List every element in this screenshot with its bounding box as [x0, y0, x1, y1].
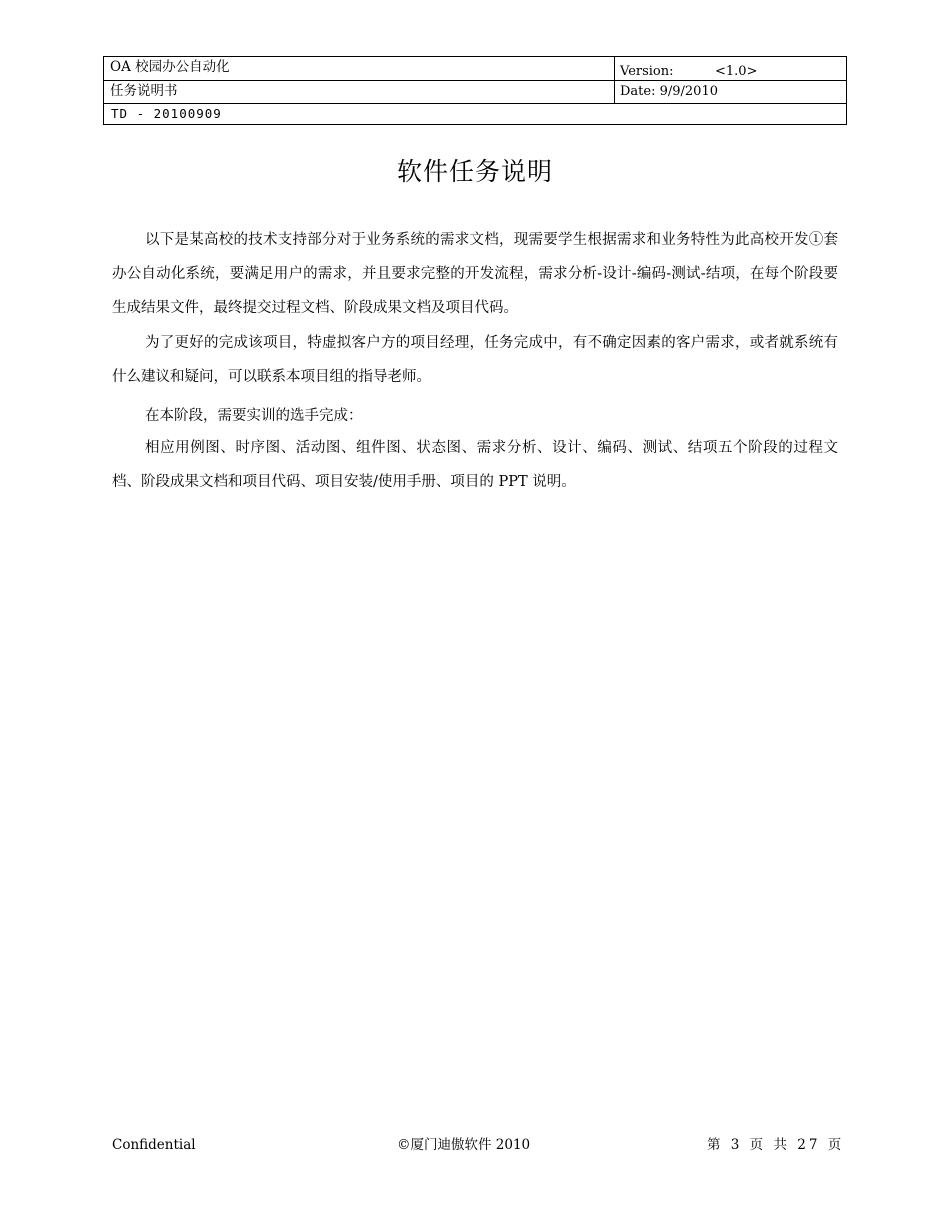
paragraph-deliverables: 相应用例图、时序图、活动图、组件图、状态图、需求分析、设计、编码、测试、结项五个阶段的过程文档、阶段成果文档和项目代码、项目安装/使用手册、项目的 PPT 说明。 — [112, 440, 838, 490]
header-row-title — [104, 57, 846, 81]
paragraph-intro: 以下是某高校的技术支持部分对于业务系统的需求文档，现需要学生根据需求和业务特性为此高校开发①套办公自动化系统，要满足用户的需求，并且要求完整的开发流程，需求分析-设计-编码-测试-结项，在每个阶段要生成结果文件，最终提交过程文档、阶段成果文档及项目代码。 — [112, 232, 838, 316]
version-value: <1.0> — [715, 64, 758, 79]
document-header-table — [103, 56, 847, 125]
paragraph-stage: 在本阶段，需要实训的选手完成： — [145, 408, 363, 424]
footer-confidential: Confidential — [112, 1137, 196, 1153]
doc-type: 任务说明书 — [110, 83, 178, 99]
footer-page-number: 第 3 页 共 27 页 — [707, 1137, 845, 1153]
header-row-doc-id — [104, 103, 846, 124]
header-row-doc-type — [104, 80, 846, 104]
footer-copyright: ©厦门迪傲软件 2010 — [397, 1137, 531, 1153]
doc-date: Date: 9/9/2010 — [620, 84, 718, 99]
header-column-divider — [614, 57, 615, 103]
paragraph-contact: 为了更好的完成该项目，特虚拟客户方的项目经理，任务完成中，有不确定因素的客户需求，或者就系统有什么建议和疑问，可以联系本项目组的指导老师。 — [112, 335, 838, 385]
page-title: 软件任务说明 — [396, 157, 553, 186]
version-cell — [620, 57, 846, 80]
version-label: Version: — [620, 64, 674, 79]
project-title: OA 校园办公自动化 — [110, 59, 230, 75]
doc-id: TD - 20100909 — [111, 106, 222, 121]
